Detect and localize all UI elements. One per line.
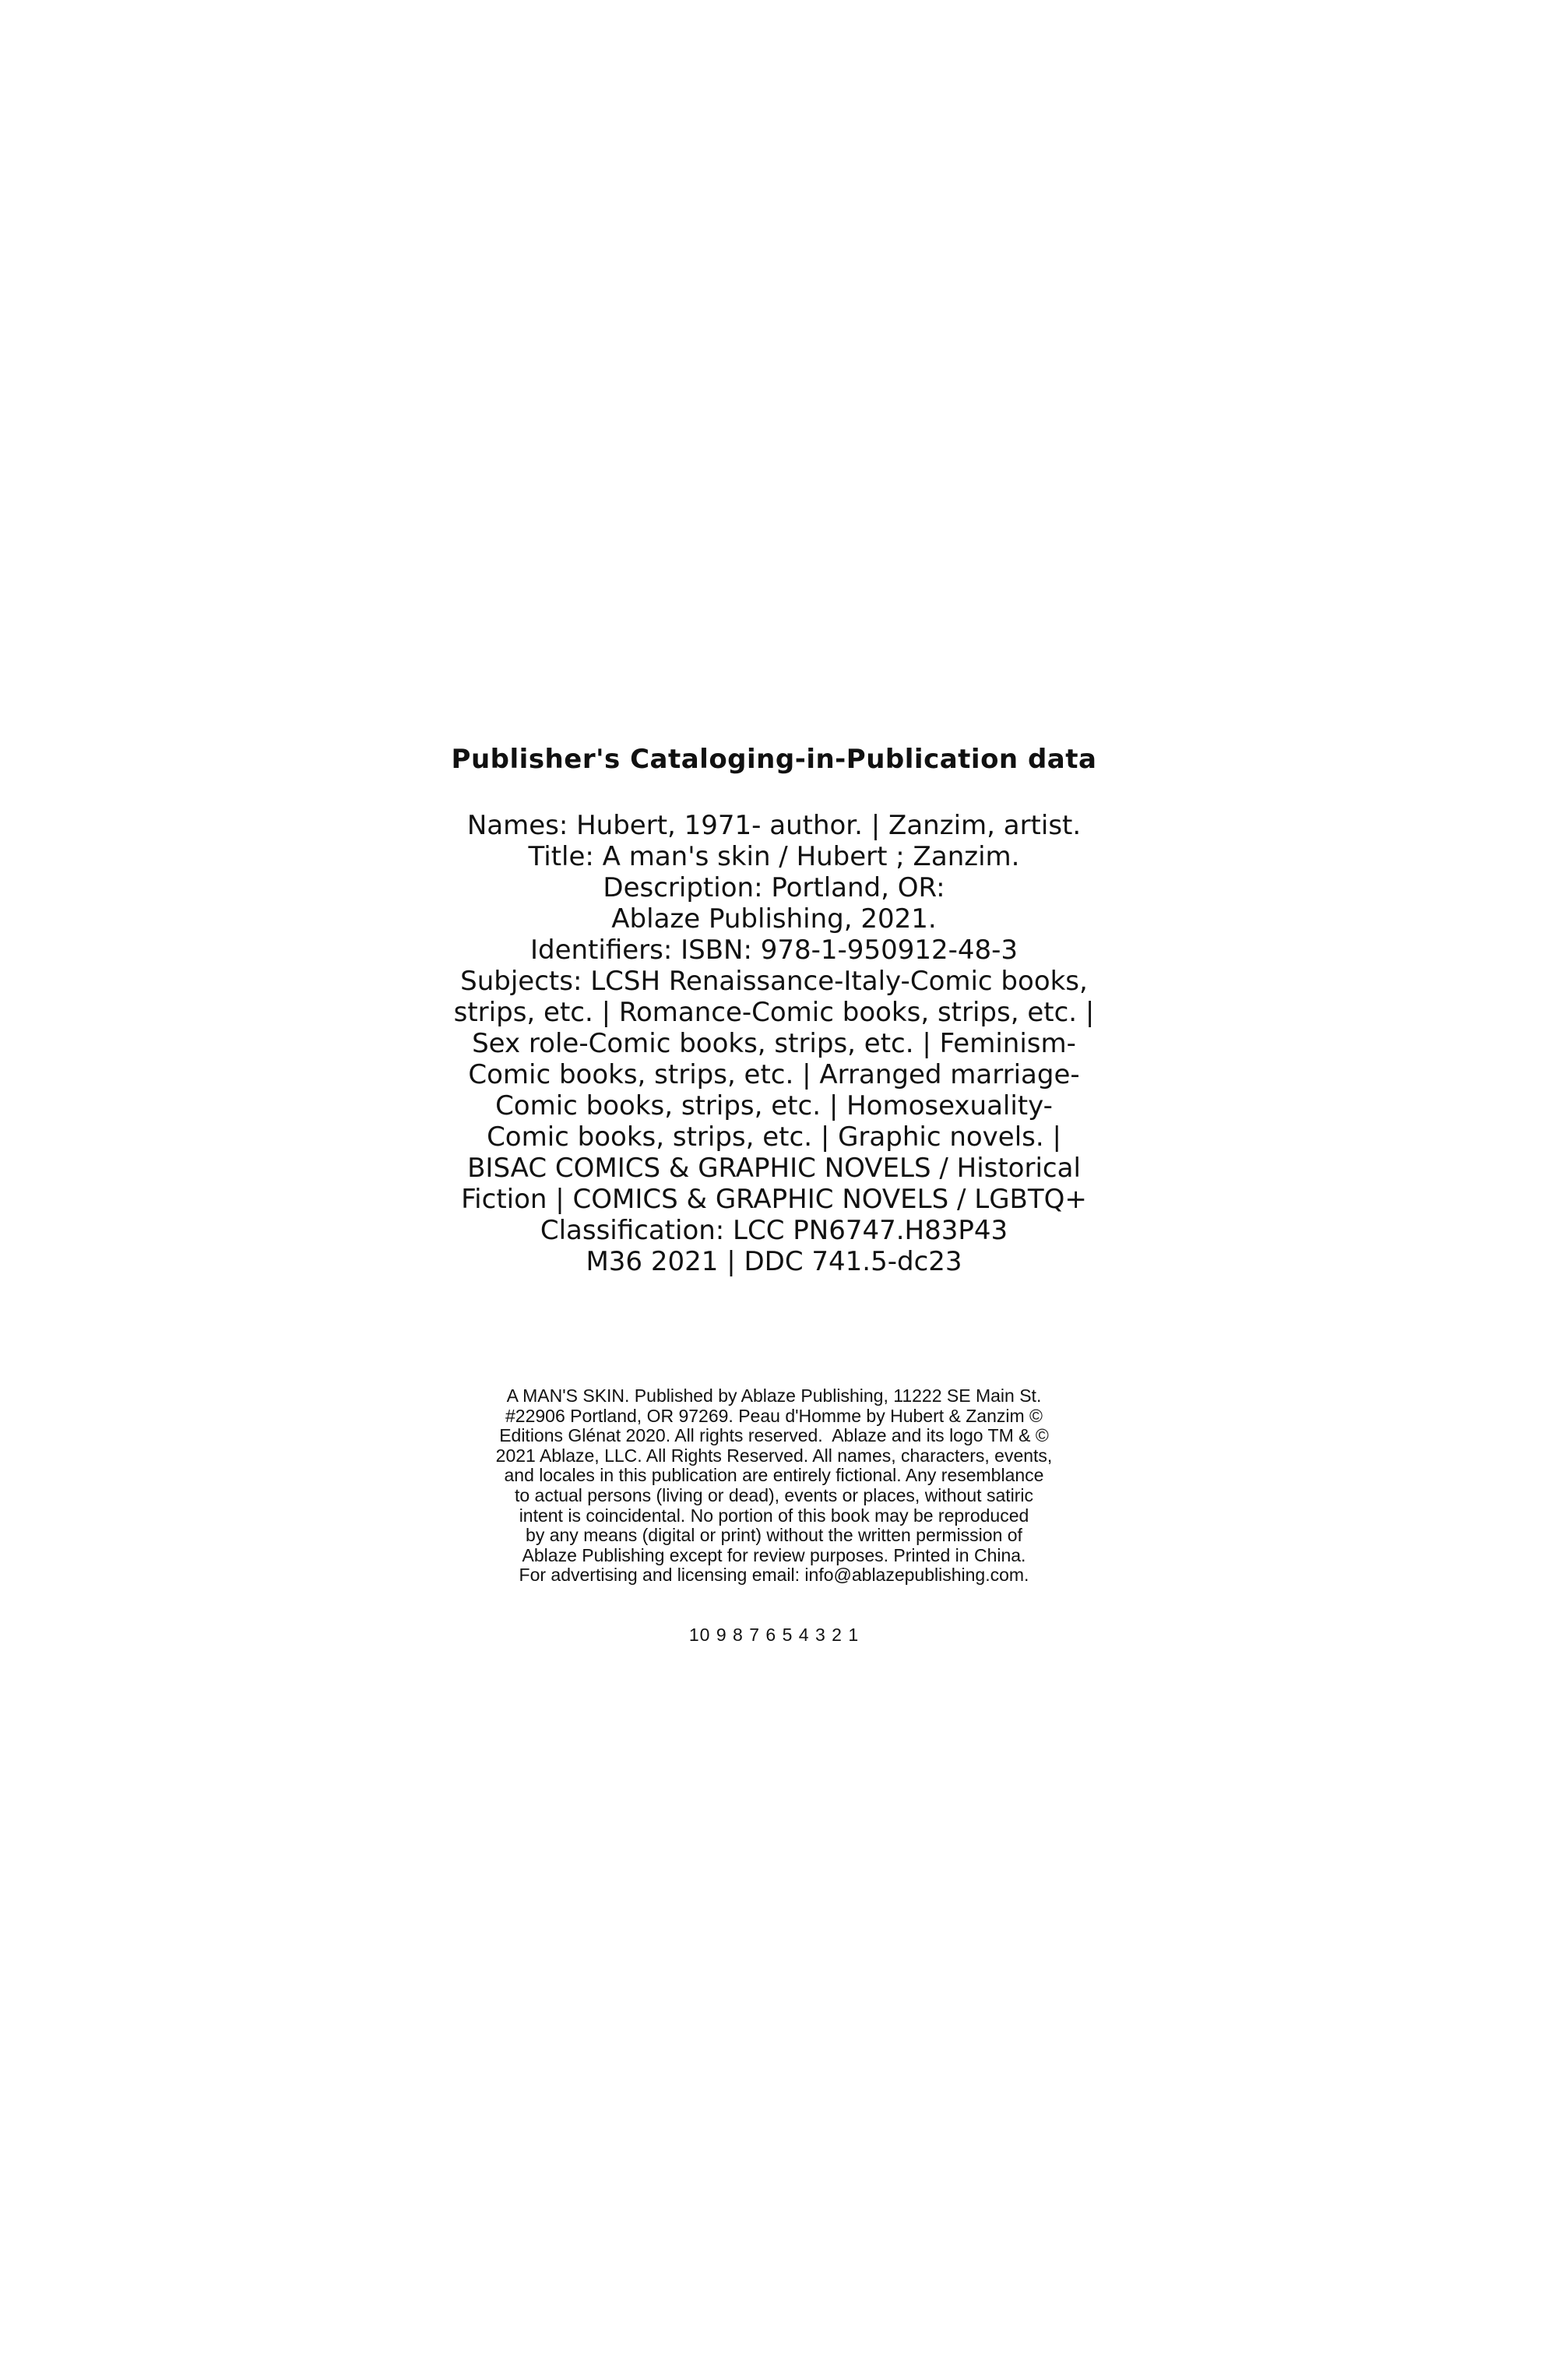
cip-subjects-line: Comic books, strips, etc. | Graphic novels. |	[487, 1121, 1061, 1153]
legal-line: by any means (digital or print) without the written permission of	[526, 1525, 1022, 1546]
cip-subjects-line: Sex role-Comic books, strips, etc. | Feminism-	[472, 1028, 1076, 1059]
cip-names-line: Names: Hubert, 1971- author. | Zanzim, artist.	[466, 810, 1082, 841]
cip-subjects-line: Fiction | COMICS & GRAPHIC NOVELS / LGBTQ+	[461, 1184, 1087, 1215]
legal-line: 2021 Ablaze, LLC. All Rights Reserved. All names, characters, events,	[495, 1445, 1053, 1466]
legal-line: #22906 Portland, OR 97269. Peau d'Homme by Hubert & Zanzim ©	[505, 1405, 1043, 1426]
legal-line: to actual persons (living or dead), events or places, without satiric	[514, 1484, 1034, 1505]
printing-number-line: 10 9 8 7 6 5 4 3 2 1	[688, 1625, 860, 1645]
cip-heading: Publisher's Cataloging-in-Publication data	[451, 744, 1097, 775]
cip-classification-line: Classification: LCC PN6747.H83P43	[540, 1215, 1008, 1246]
cip-identifiers-line: Identifiers: ISBN: 978-1-950912-48-3	[529, 935, 1019, 966]
legal-line: For advertising and licensing email: info@ablazepublishing.com.	[519, 1565, 1029, 1586]
cip-subjects-line: Subjects: LCSH Renaissance-Italy-Comic books,	[460, 966, 1088, 997]
cip-subjects-line: BISAC COMICS & GRAPHIC NOVELS / Historical	[467, 1153, 1081, 1184]
legal-notice	[0, 1386, 1548, 1586]
cip-description-line-2: Ablaze Publishing, 2021.	[611, 903, 937, 935]
legal-line: and locales in this publication are entirely fictional. Any resemblance	[504, 1465, 1044, 1486]
legal-line: intent is coincidental. No portion of this book may be reproduced	[519, 1505, 1029, 1526]
cip-subjects-line: Comic books, strips, etc. | Homosexuality-	[495, 1090, 1053, 1121]
legal-line: Editions Glénat 2020. All rights reserved. Ablaze and its logo TM & ©	[499, 1425, 1049, 1446]
cip-subjects-line: Comic books, strips, etc. | Arranged marriage-	[468, 1059, 1080, 1090]
cip-title-line: Title: A man's skin / Hubert ; Zanzim.	[528, 841, 1020, 872]
cip-subjects-line: strips, etc. | Romance-Comic books, strips, etc. |	[453, 997, 1095, 1028]
legal-line: Ablaze Publishing except for review purposes. Printed in China.	[522, 1544, 1026, 1565]
cip-data-block	[0, 810, 1548, 1277]
cip-description-line: Description: Portland, OR:	[603, 872, 945, 903]
legal-line: A MAN'S SKIN. Published by Ablaze Publishing, 11222 SE Main St.	[506, 1385, 1042, 1406]
cip-classification-line-2: M36 2021 | DDC 741.5-dc23	[586, 1246, 962, 1277]
